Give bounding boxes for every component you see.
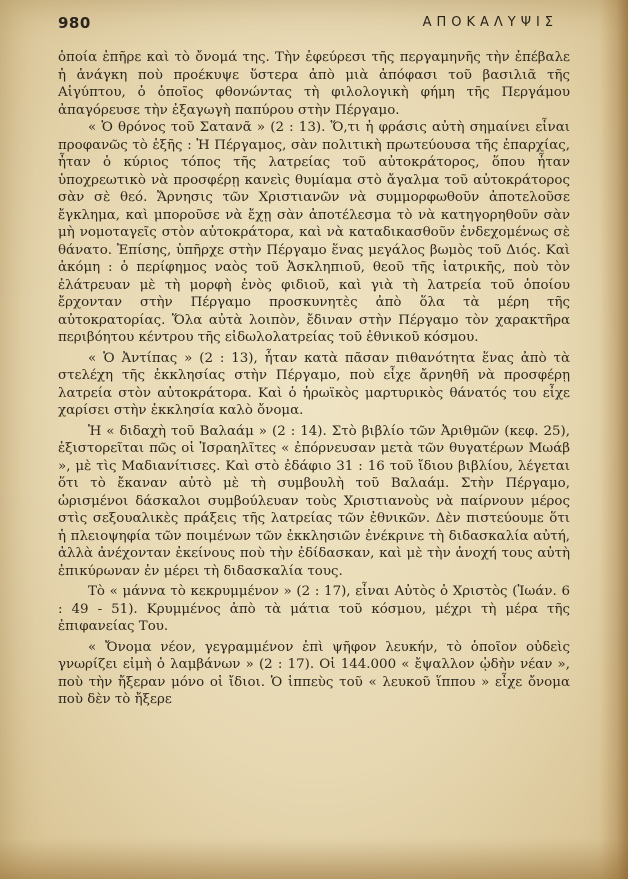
paragraph-throne-of-satan: « Ὁ θρόνος τοῦ Σατανᾶ » (2 : 13). Ὅ,τι ἡ φράσις αὐτὴ σημαίνει εἶναι προφανῶς τὸ ἑξῆς : Ἡ Πέργαμος, σὰν πολιτικὴ πρωτεύουσα τῆς ἐπαρχίας, ἦταν ὁ κύριος τόπος τῆς λατρείας τοῦ αὐτοκράτορος, ὅπου ἦταν ὑποχρεωτικὸ νὰ προσφέρῃ κανεὶς θυμίαμα στὸ ἄγαλμα τοῦ αὐτοκράτορος σὰν σὲ θεό. Ἄρνησις τῶν Χριστιανῶν νὰ συμμορφωθοῦν ἀποτελοῦσε ἔγκλημα, καὶ μποροῦσε νὰ ἔχῃ σὰν ἀποτέλεσμα τὸ νὰ κατηγορηθοῦν σὰν μὴ νομοταγεῖς στὸν αὐτοκράτορα, καὶ νὰ καταδικασθοῦν ἐνδεχομένως σὲ θάνατο. Ἐπίσης, ὑπῆρχε στὴν Πέργαμο ἕνας μεγάλος βωμὸς τοῦ Διός. Καὶ ἀκόμη : ὁ περίφημος ναὸς τοῦ Ἀσκληπιοῦ, θεοῦ τῆς ἰατρικῆς, ποὺ τὸν ἐλάτρευαν μὲ τὴ μορφὴ ἑνὸς φιδιοῦ, καὶ γιὰ τὴ λατρεία τοῦ ὁποίου ἔρχονταν στὴν Πέργαμο προσκυνητὲς ἀπὸ ὅλα τὰ μέρη τῆς αὐτοκρατορίας. Ὅλα αὐτὰ λοιπὸν, ἔδιναν στὴν Πέργαμο τὸν χαρακτῆρα περιβόητου κέντρου τῆς εἰδωλολατρείας τοῦ ἐθνικοῦ κόσμου.	[58, 120, 570, 345]
page-edge-shadow	[600, 0, 628, 879]
paragraph-new-name: « Ὄνομα νέον, γεγραμμένον ἐπὶ ψῆφον λευκήν, τὸ ὁποῖον οὐδεὶς γνωρίζει εἰμὴ ὁ λαμβάνων » (2 : 17). Οἱ 144.000 « ἔψαλλον ᾠδὴν νέαν », ποὺ τὴν ἤξεραν μόνο οἱ ἴδιοι. Ὁ ἱππεὺς τοῦ « λευκοῦ ἵππου » εἶχε ὄνομα ποὺ δὲν τὸ ἤξερε	[58, 639, 570, 707]
page-header	[58, 14, 558, 36]
paragraph-antipas: « Ὁ Ἀντίπας » (2 : 13), ἦταν κατὰ πᾶσαν πιθανότητα ἕνας ἀπὸ τὰ στελέχη τῆς ἐκκλησίας στὴν Πέργαμο, ποὺ εἶχε ἄρνηθῆ νὰ προσφέρῃ λατρεία στὸν αὐτοκράτορα. Καὶ ὁ ἡρωϊκὸς μαρτυρικὸς θάνατός του εἶχε χαρίσει στὴν ἐκκλησία καλὸ ὄνομα.	[58, 350, 570, 418]
page-bottom-shadow	[0, 839, 628, 879]
body-text	[58, 49, 570, 709]
page-number: 980	[58, 14, 91, 32]
paragraph-teaching-of-balaam: Ἡ « διδαχὴ τοῦ Βαλαάμ » (2 : 14). Στὸ βιβλίο τῶν Ἀριθμῶν (κεφ. 25), ἐξιστορεῖται πῶς οἱ Ἰσραηλῖτες « ἐπόρνευσαν μετὰ τῶν θυγατέρων Μωάβ », μὲ τὶς Μαδιανίτισες. Καὶ στὸ ἐδάφιο 31 : 16 τοῦ ἴδιου βιβλίου, λέγεται ὅτι τὸ ἔκαναν αὐτὸ μὲ τὴ συμβουλὴ τοῦ Βαλαάμ. Στὴν Πέργαμο, ὡρισμένοι δάσκαλοι συμβούλευαν τοὺς Χριστιανοὺς νὰ παίρνουν μέρος στὶς σεξουαλικὲς πράξεις τῆς λατρείας τῶν ἐθνικῶν. Δὲν πιστεύουμε ὅτι ἡ πλειοψηφία τῶν ποιμένων τῶν ἐκκλησιῶν ἐνέκρινε τὴ διδασκαλία αὐτή, ἀλλὰ ἀνέχονταν ἐκείνους ποὺ τὴν ἐδίδασκαν, καὶ μὲ τὴν ἀνοχή τους αὐτὴ ἐπικύρωναν ἐν μέρει τὴ διδασκαλία τους.	[58, 423, 570, 579]
paragraph-hidden-manna: Τὸ « μάννα τὸ κεκρυμμένον » (2 : 17), εἶναι Αὐτὸς ὁ Χριστὸς (Ἰωάν. 6 : 49 - 51). Κρυμμένος ἀπὸ τὰ μάτια τοῦ κόσμου, μέχρι τὴ μέρα τῆς ἐπιφανείας Του.	[58, 584, 570, 634]
paragraph-pergamon-parchment: ὁποία ἐπῆρε καὶ τὸ ὄνομά της. Τὴν ἐφεύρεσι τῆς περγαμηνῆς τὴν ἐπέβαλε ἡ ἀνάγκη ποὺ προέκυψε ὕστερα ἀπὸ μιὰ ἀπόφασι τοῦ βασιλιᾶ τῆς Αἰγύπτου, ὁ ὁποῖος φθονώντας τὴ φιλολογικὴ φήμη τῆς Περγάμου ἀπαγόρευσε τὴν ἐξαγωγὴ παπύρου στὴν Πέργαμο.	[58, 50, 570, 118]
running-title: ΑΠΟΚΑΛΥΨΙΣ	[422, 15, 558, 30]
